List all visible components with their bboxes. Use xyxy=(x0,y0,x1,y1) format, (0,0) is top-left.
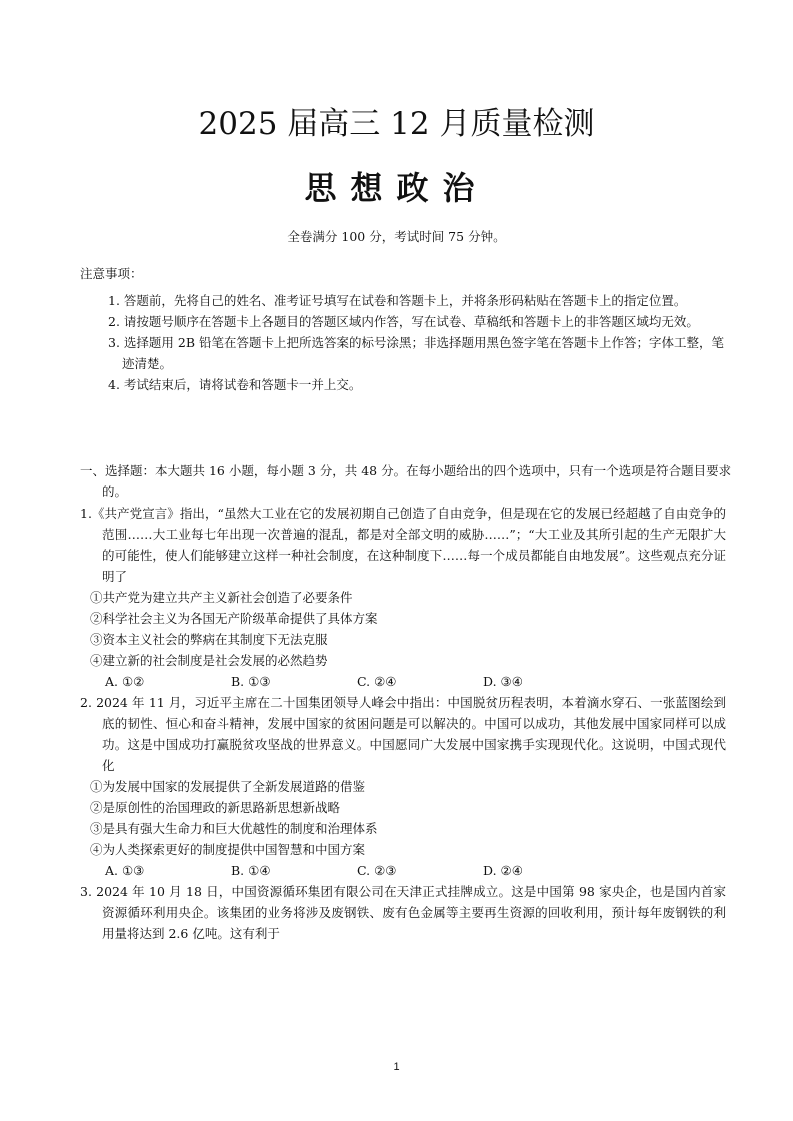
page-number: 1 xyxy=(393,1061,400,1073)
notice-heading: 注意事项： xyxy=(80,266,143,281)
question-statement: ③资本主义社会的弊病在其制度下无法克服 xyxy=(90,632,328,647)
option-d: D. ②④ xyxy=(483,863,523,878)
notice-item: 2. 请按题号顺序在答题卡上各题目的答题区域内作答，写在试卷、草稿纸和答题卡上的非答题区域均无效。 xyxy=(108,314,699,329)
notice-item: 4. 考试结束后，请将试卷和答题卡一并上交。 xyxy=(108,377,362,392)
answer-options xyxy=(80,860,726,881)
question-statement: ④为人类探索更好的制度提供中国智慧和中国方案 xyxy=(90,842,366,857)
question-statement: ①为发展中国家的发展提供了全新发展道路的借鉴 xyxy=(90,779,366,794)
question-1 xyxy=(80,503,726,692)
question-statement: ③是具有强大生命力和巨大优越性的制度和治理体系 xyxy=(90,821,378,836)
notice-item: 3. 选择题用 2B 铅笔在答题卡上把所选答案的标号涂黑；非选择题用黑色签字笔在答题卡上作答；字体工整，笔迹清楚。 xyxy=(108,335,724,371)
exam-title: 2025 届高三 12 月质量检测 xyxy=(198,106,595,142)
option-a: A. ①③ xyxy=(105,863,145,878)
notice-list xyxy=(108,290,724,395)
option-b: B. ①④ xyxy=(231,863,271,878)
option-c: C. ②③ xyxy=(357,863,397,878)
question-list xyxy=(80,503,726,944)
question-statement: ①共产党为建立共产主义新社会创造了必要条件 xyxy=(90,590,353,605)
exam-info: 全卷满分 100 分，考试时间 75 分钟。 xyxy=(287,229,506,244)
section-heading: 一、选择题：本大题共 16 小题，每小题 3 分，共 48 分。在每小题给出的四个选项中，只有一个选项是符合题目要求的。 xyxy=(80,463,732,499)
question-stem: 3. 2024 年 10 月 18 日，中国资源循环集团有限公司在天津正式挂牌成立。这是中国第 98 家央企，也是国内首家资源循环利用央企。该集团的业务将涉及废钢铁、废有色金属等主要再生资源的回收利用，预计每年废钢铁的利用量将达到 2.6 亿吨。这有利于 xyxy=(80,884,726,941)
question-statement: ②科学社会主义为各国无产阶级革命提供了具体方案 xyxy=(90,611,378,626)
option-b: B. ①③ xyxy=(231,674,271,689)
answer-options xyxy=(80,671,726,692)
option-d: D. ③④ xyxy=(483,674,523,689)
option-a: A. ①② xyxy=(105,674,145,689)
question-statement: ④建立新的社会制度是社会发展的必然趋势 xyxy=(90,653,328,668)
question-2 xyxy=(80,692,726,881)
option-c: C. ②④ xyxy=(357,674,397,689)
question-statement: ②是原创性的治国理政的新思路新思想新战略 xyxy=(90,800,341,815)
question-stem: 1.《共产党宣言》指出，“虽然大工业在它的发展初期自己创造了自由竞争，但是现在它的发展已经超越了自由竞争的范围……大工业每七年出现一次普遍的混乱，都是对全部文明的威胁……”；“大工业及其所引起的生产无限扩大的可能性，使人们能够建立这样一种社会制度，在这种制度下……每一个成员都能自由地发展”。这些观点充分证明了 xyxy=(80,506,726,584)
question-3 xyxy=(80,881,726,944)
notice-item: 1. 答题前，先将自己的姓名、准考证号填写在试卷和答题卡上，并将条形码粘贴在答题卡上的指定位置。 xyxy=(108,293,687,308)
question-stem: 2. 2024 年 11 月，习近平主席在二十国集团领导人峰会中指出：中国脱贫历程表明，本着滴水穿石、一张蓝图绘到底的韧性、恒心和奋斗精神，发展中国家的贫困问题是可以解决的。中国可以成功，其他发展中国家同样可以成功。这是中国成功打赢脱贫攻坚战的世界意义。中国愿同广大发展中国家携手实现现代化。这说明，中国式现代化 xyxy=(80,695,726,773)
subject-title: 思想政治 xyxy=(304,169,489,207)
